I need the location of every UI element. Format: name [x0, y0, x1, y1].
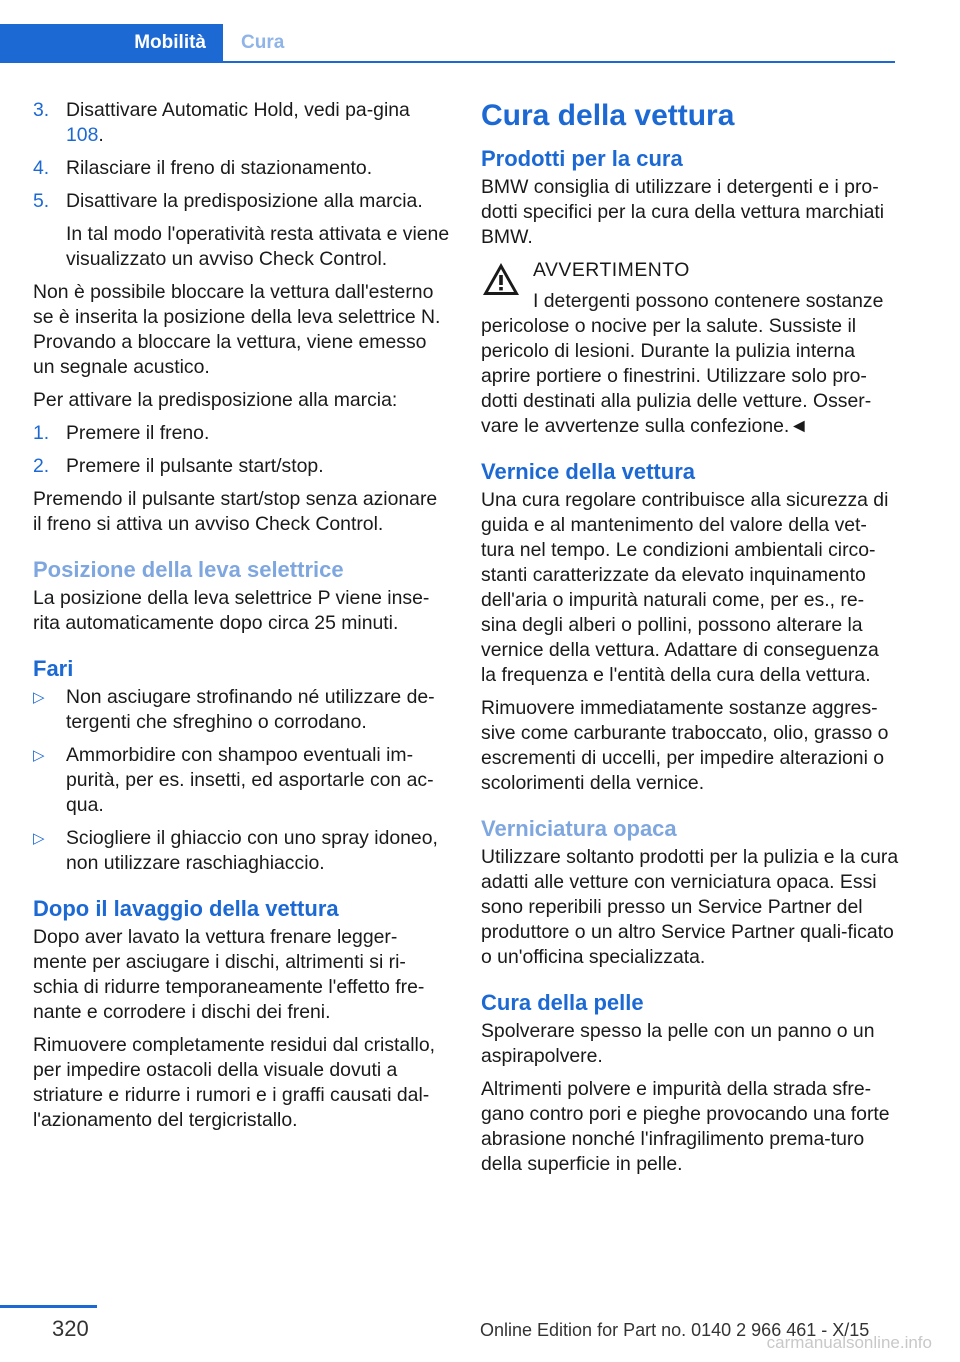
list-item-text: Ammorbidire con shampoo eventuali im-purità, per es. insetti, ed asportarle con ac-qua.: [66, 744, 434, 816]
step-text: Premere il freno.: [66, 422, 210, 444]
warning-text: pericolose o nocive per la salute. Sussiste il pericolo di lesioni. Durante la pulizia interna aprire portiere o finestrini. Utilizzare solo pro-dotti destinati alla pulizia delle vetture. Osser-vare le avvertenze sulla confezione.◄: [481, 315, 872, 437]
step-text: Rilasciare il freno di stazionamento.: [66, 157, 373, 179]
step-number: 1.: [33, 422, 50, 444]
paragraph: Non è possibile bloccare la vettura dall'esterno se è inserita la posizione della leva selettrice N. Provando a bloccare la vettura, viene emesso un segnale acustico.: [33, 281, 441, 378]
footer-rule: [0, 1305, 97, 1308]
page-link[interactable]: 108: [66, 124, 99, 146]
step-number: 5.: [33, 190, 50, 212]
paragraph: Dopo aver lavato la vettura frenare legger-mente per asciugare i dischi, altrimenti si ri-schia di ridurre temporaneamente l'effetto fre-nante e corrodere i dischi dei freni.: [33, 926, 425, 1023]
list-item: [33, 826, 451, 876]
list-item: [33, 98, 451, 148]
left-column: [33, 98, 451, 1141]
list-item: [33, 156, 451, 181]
section-heading-lavaggio: Dopo il lavaggio della vettura: [33, 896, 339, 921]
list-item: [33, 454, 451, 479]
paragraph: Premendo il pulsante start/stop senza azionare il freno si attiva un avviso Check Control.: [33, 488, 438, 535]
step-text: Disattivare la predisposizione alla marcia.: [66, 190, 423, 212]
watermark: carmanualsonline.info: [766, 1333, 932, 1352]
paragraph: Rimuovere completamente residui dal cristallo, per impedire ostacoli della visuale dovuti a striature e ridurre i rumori e i graffi causati dal-l'azionamento del tergicristallo.: [33, 1034, 435, 1131]
paragraph: Spolverare spesso la pelle con un panno o un aspirapolvere.: [481, 1020, 875, 1067]
warning-triangle-icon: [481, 261, 521, 297]
step-number: 2.: [33, 455, 50, 477]
paragraph: Una cura regolare contribuisce alla sicurezza di guida e al mantenimento del valore della vet-tura nel tempo. Le condizioni ambientali circo-stanti caratterizzate da elevato inquinamento dell'aria o impurità naturali come, per es., re-sina degli alberi o pollini, possono alterare la vernice della vettura. Adattare di conseguenza la frequenza e l'entità della cura della vettura.: [481, 489, 889, 686]
list-item: [33, 421, 451, 446]
fari-list: [33, 685, 451, 876]
step-number: 4.: [33, 157, 50, 179]
warning-box: [481, 258, 899, 439]
section-heading-fari: Fari: [33, 656, 74, 681]
header-tabs: [0, 24, 284, 62]
list-item: [33, 743, 451, 818]
paragraph: Per attivare la predisposizione alla marcia:: [33, 389, 398, 411]
tab-cura[interactable]: Cura: [241, 32, 285, 53]
triangle-bullet-icon: ▷: [33, 747, 45, 764]
header-rule: [0, 61, 895, 63]
edition-text: Online Edition for Part no. 0140 2 966 461 - X/15: [480, 1320, 870, 1340]
steps-list-b: [33, 421, 451, 479]
section-heading-opaca: Verniciatura opaca: [481, 816, 677, 841]
section-heading-pelle: Cura della pelle: [481, 990, 644, 1015]
triangle-bullet-icon: ▷: [33, 689, 45, 706]
right-column: [481, 98, 899, 1185]
tab-mobilita[interactable]: Mobilità: [0, 24, 223, 62]
step-number: 3.: [33, 99, 50, 121]
list-item: [33, 189, 451, 272]
step-text-end: .: [98, 124, 104, 146]
warning-title: AVVERTIMENTO: [533, 259, 690, 281]
section-heading-vernice: Vernice della vettura: [481, 459, 695, 484]
section-heading-prodotti: Prodotti per la cura: [481, 146, 683, 171]
section-heading-leva: Posizione della leva selettrice: [33, 557, 344, 582]
steps-list-a: [33, 98, 451, 272]
triangle-bullet-icon: ▷: [33, 830, 45, 847]
list-item: [33, 685, 451, 735]
list-item-text: Non asciugare strofinando né utilizzare de-tergenti che sfreghino o corrodano.: [66, 686, 435, 733]
paragraph: Altrimenti polvere e impurità della strada sfre-gano contro pori e pieghe provocando una forte abrasione nonché l'infragilimento prema-turo della superficie in pelle.: [481, 1078, 890, 1175]
step-extra-text: In tal modo l'operatività resta attivata e viene visualizzato un avviso Check Control.: [66, 223, 450, 270]
list-item-text: Sciogliere il ghiaccio con uno spray idoneo, non utilizzare raschiaghiaccio.: [66, 827, 438, 874]
page-title: Cura della vettura: [481, 99, 735, 132]
page-number: 320: [52, 1316, 89, 1341]
step-text: Disattivare Automatic Hold, vedi pa-gina: [66, 99, 410, 121]
warning-first-line: I detergenti possono contenere sostanze: [533, 290, 884, 312]
step-text: Premere il pulsante start/stop.: [66, 455, 324, 477]
paragraph: BMW consiglia di utilizzare i detergenti e i pro-dotti specifici per la cura della vettura marchiati BMW.: [481, 176, 885, 248]
paragraph: Rimuovere immediatamente sostanze aggres-sive come carburante traboccato, olio, grasso o escrementi di uccelli, per impedire alterazioni o scolorimenti della vernice.: [481, 697, 889, 794]
paragraph: La posizione della leva selettrice P viene inse-rita automaticamente dopo circa 25 minuti.: [33, 587, 430, 634]
paragraph: Utilizzare soltanto prodotti per la pulizia e la cura adatti alle vetture con verniciatura opaca. Essi sono reperibili presso un Service Partner del produttore o un altro Service Partner quali-ficato o un'officina specializzata.: [481, 846, 899, 968]
